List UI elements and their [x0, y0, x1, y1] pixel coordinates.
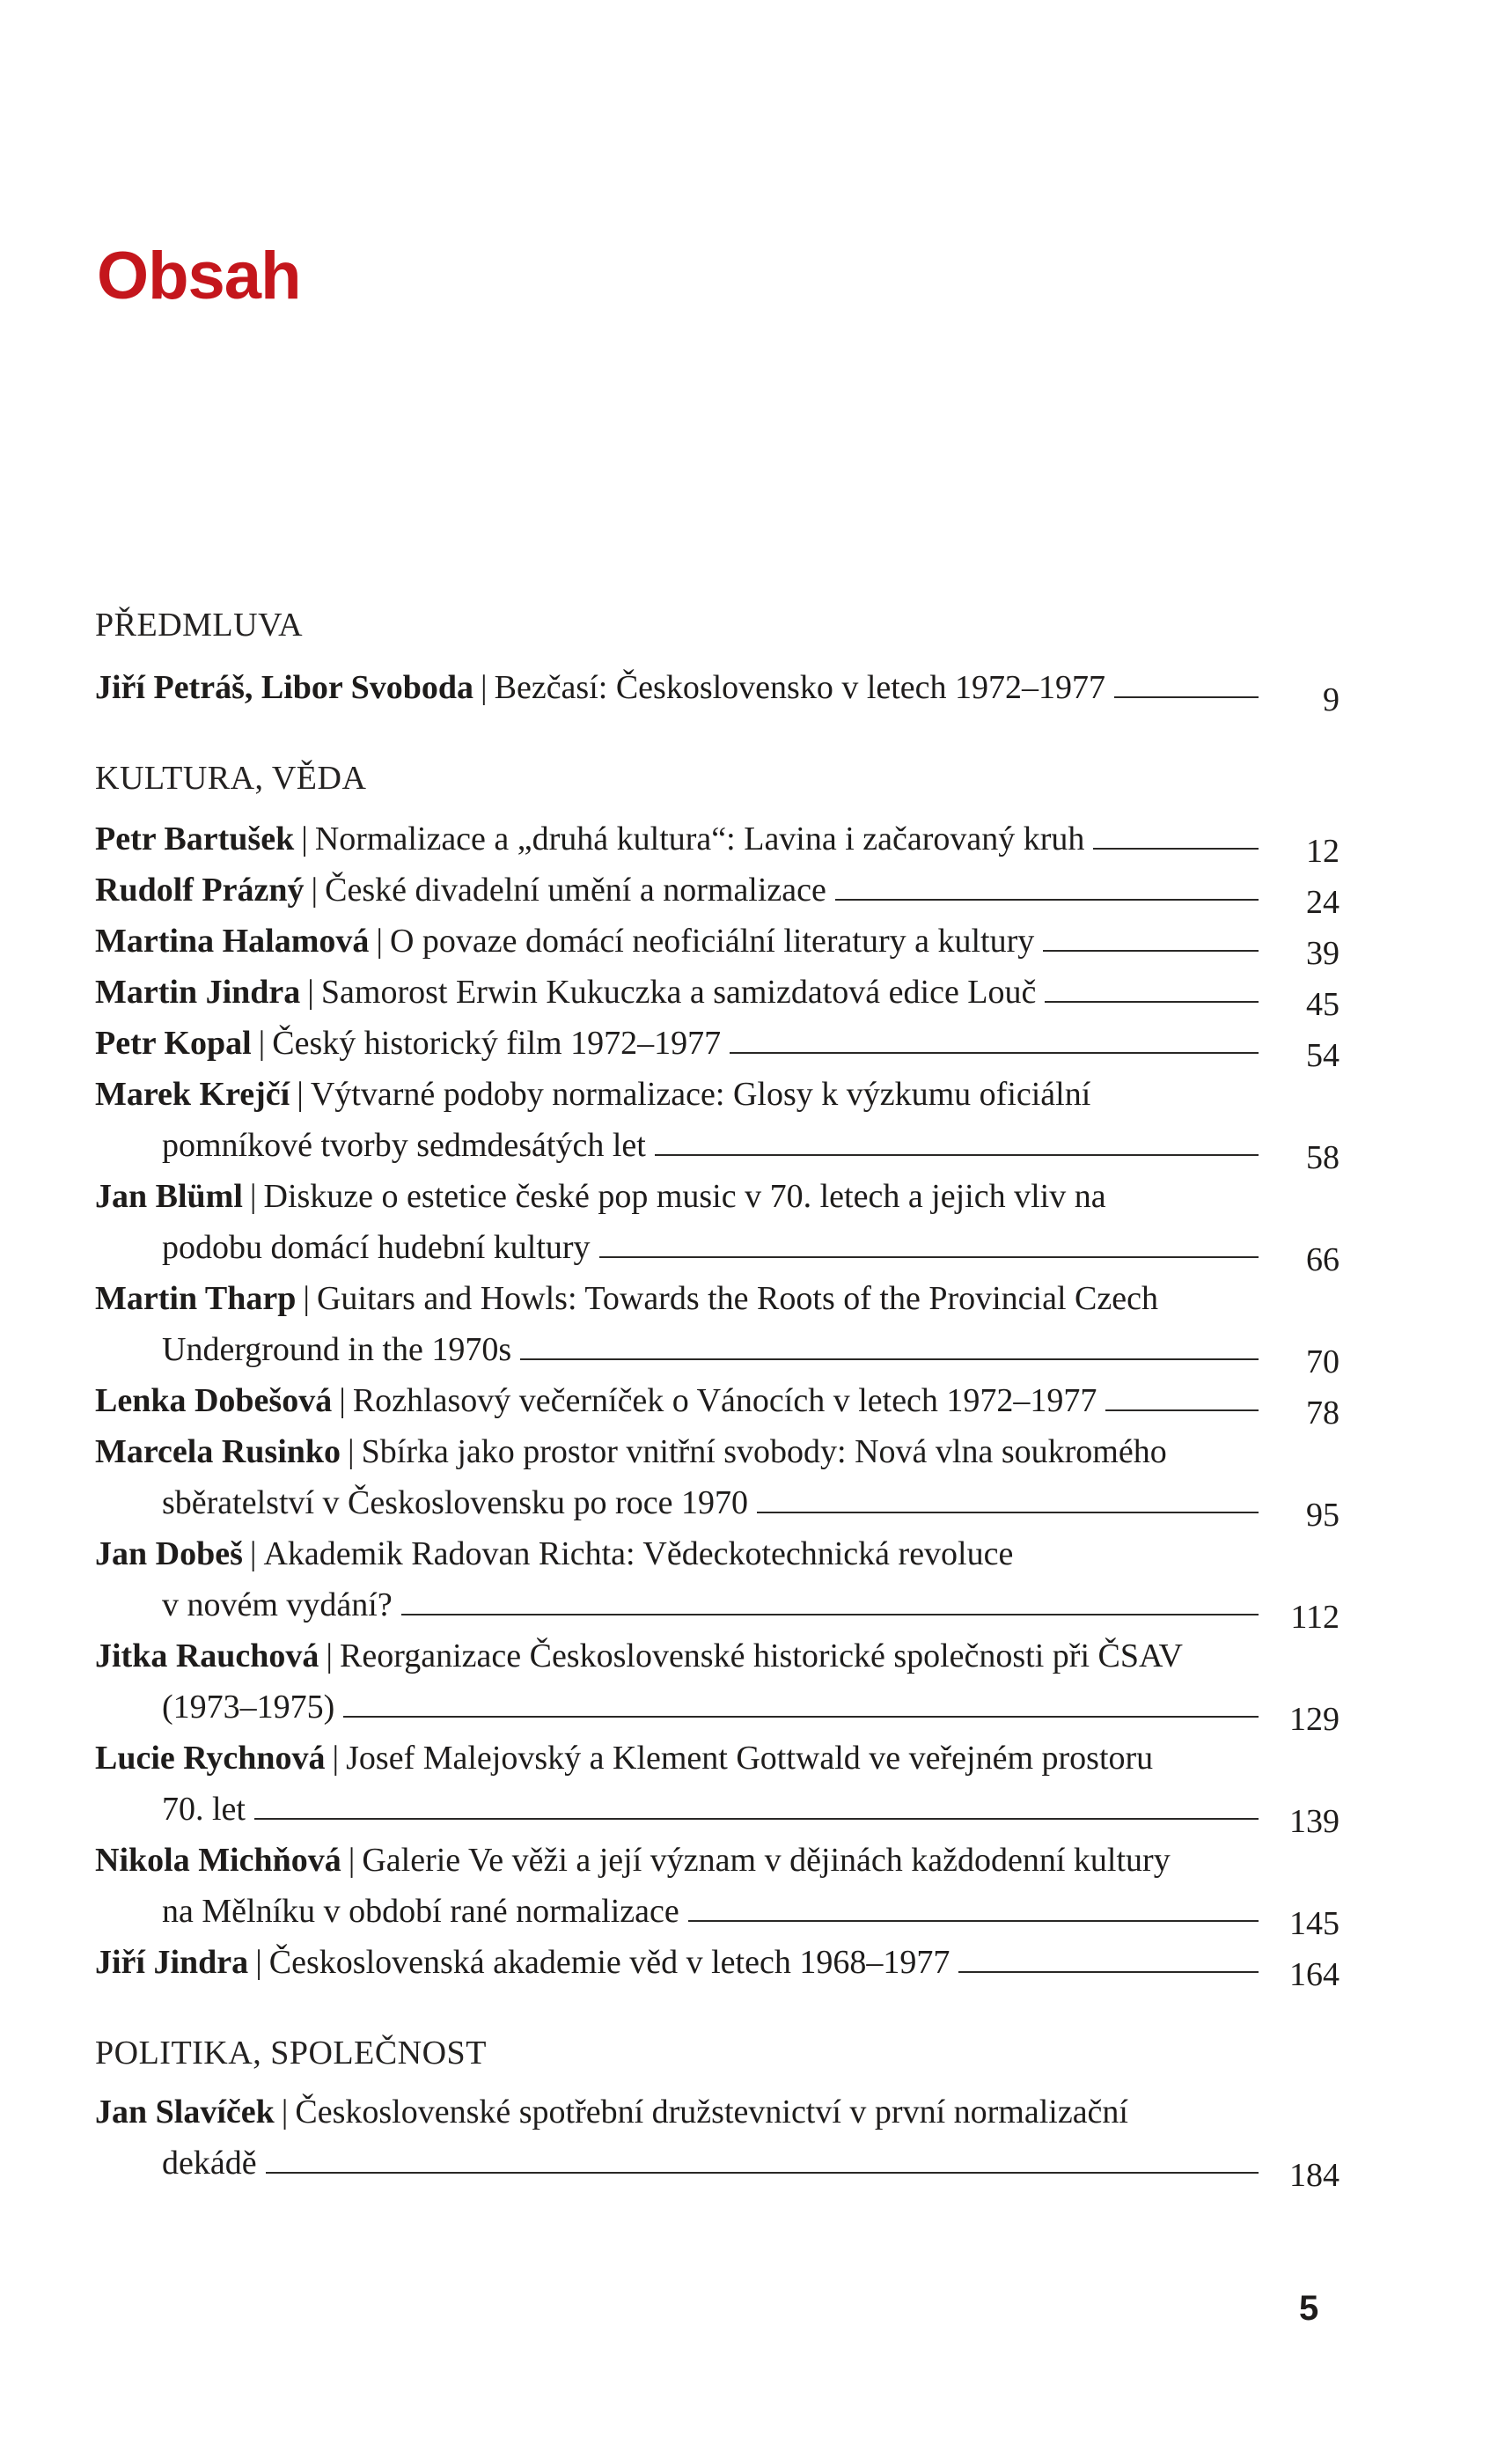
toc-entry: Jiří Jindra | Československá akademie věd v letech 1968–1977 164 [95, 1937, 1340, 1988]
entry-page: 24 [1306, 884, 1340, 921]
dot-leader [266, 2160, 1259, 2174]
entry-page: 70 [1306, 1343, 1340, 1380]
entry-title-continued: na Mělníku v období rané normalizace [162, 1893, 679, 1930]
toc-entry: Martin Tharp | Guitars and Howls: Towards the Roots of the Provincial Czech Underground in the 1970s 70 [95, 1273, 1340, 1375]
toc-entry: Marcela Rusinko | Sbírka jako prostor vnitřní svobody: Nová vlna soukromého sběratelství v Československu po roce 1970 95 [95, 1426, 1340, 1528]
dot-leader [1114, 684, 1259, 698]
page-number: 5 [1299, 2289, 1319, 2328]
entry-page: 39 [1306, 935, 1340, 972]
toc-entry: Jan Slavíček | Československé spotřební družstevnictví v první normalizační dekádě 184 [95, 2086, 1340, 2189]
toc-entry: Petr Kopal | Český historický film 1972–1977 54 [95, 1018, 1340, 1069]
entry-page: 129 [1289, 1701, 1340, 1738]
dot-leader [757, 1499, 1259, 1513]
section-heading: KULTURA, VĚDA [95, 760, 367, 797]
entry-page: 139 [1289, 1803, 1340, 1840]
entry-title: Výtvarné podoby normalizace: Glosy k výzkumu oficiální [310, 1076, 1091, 1113]
entry-author: Martin Jindra [95, 974, 301, 1011]
dot-leader [1093, 835, 1259, 850]
toc-entry: Martina Halamová | O povaze domácí neoficiální literatury a kultury 39 [95, 916, 1340, 967]
dot-leader [835, 887, 1259, 901]
toc-entry: Petr Bartušek | Normalizace a „druhá kultura“: Lavina i začarovaný kruh 12 [95, 813, 1340, 865]
entry-title-continued: sběratelství v Československu po roce 1970 [162, 1484, 748, 1521]
entry-page: 58 [1306, 1139, 1340, 1176]
entry-title: Český historický film 1972–1977 [272, 1025, 722, 1062]
entry-page: 12 [1306, 833, 1340, 870]
toc-entry: Lucie Rychnová | Josef Malejovský a Klement Gottwald ve veřejném prostoru 70. let 139 [95, 1733, 1340, 1835]
dot-leader [520, 1346, 1259, 1360]
entry-author: Lucie Rychnová [95, 1740, 326, 1777]
entry-title-continued: dekádě [162, 2145, 257, 2182]
entry-page: 9 [1323, 681, 1340, 718]
entry-title-continued: (1973–1975) [162, 1689, 335, 1726]
entry-author: Petr Bartušek [95, 821, 295, 857]
entry-title-continued: v novém vydání? [162, 1586, 393, 1623]
dot-leader [401, 1601, 1259, 1615]
dot-leader [599, 1244, 1259, 1258]
page-title: Obsah [97, 239, 301, 313]
entry-page: 145 [1289, 1905, 1340, 1942]
dot-leader [343, 1704, 1259, 1718]
entry-author: Jiří Jindra [95, 1944, 249, 1981]
entry-title: Reorganizace Československé historické společnosti při ČSAV [340, 1637, 1183, 1674]
entry-page: 164 [1289, 1956, 1340, 1993]
dot-leader [730, 1040, 1259, 1054]
entry-title-continued: podobu domácí hudební kultury [162, 1229, 591, 1266]
entry-title-continued: pomníkové tvorby sedmdesátých let [162, 1127, 646, 1164]
toc-entry: Jan Dobeš | Akademik Radovan Richta: Vědeckotechnická revoluce v novém vydání? 112 [95, 1528, 1340, 1630]
entry-author: Jan Blüml [95, 1178, 243, 1215]
entry-title: O povaze domácí neoficiální literatury a kultury [389, 923, 1035, 960]
entry-page: 54 [1306, 1037, 1340, 1074]
entry-title: Galerie Ve věži a její význam v dějinách každodenní kultury [362, 1842, 1171, 1879]
entry-title: Josef Malejovský a Klement Gottwald ve veřejném prostoru [346, 1740, 1154, 1777]
entry-title: Sbírka jako prostor vnitřní svobody: Nová vlna soukromého [361, 1433, 1167, 1470]
entry-title: Samorost Erwin Kukuczka a samizdatová edice Louč [320, 974, 1037, 1011]
section-heading: PŘEDMLUVA [95, 607, 304, 644]
dot-leader [1045, 989, 1259, 1003]
section-heading: POLITIKA, SPOLEČNOST [95, 2035, 487, 2072]
entry-page: 45 [1306, 986, 1340, 1023]
entry-title: Normalizace a „druhá kultura“: Lavina i začarovaný kruh [314, 821, 1085, 857]
toc-entry: Jan Blüml | Diskuze o estetice české pop music v 70. letech a jejich vliv na podobu domácí hudební kultury 66 [95, 1171, 1340, 1273]
toc-entry: Jiří Petráš, Libor Svoboda | Bezčasí: Československo v letech 1972–1977 9 [95, 662, 1340, 713]
toc-entry: Martin Jindra | Samorost Erwin Kukuczka a samizdatová edice Louč 45 [95, 967, 1340, 1018]
entry-title: Diskuze o estetice české pop music v 70. letech a jejich vliv na [263, 1178, 1106, 1215]
entry-author: Rudolf Prázný [95, 872, 305, 909]
entry-page: 95 [1306, 1497, 1340, 1534]
entry-title: Bezčasí: Československo v letech 1972–1977 [494, 669, 1106, 706]
entry-author: Lenka Dobešová [95, 1382, 333, 1419]
entry-author: Jan Dobeš [95, 1535, 243, 1572]
dot-leader [958, 1959, 1259, 1973]
entry-page: 184 [1289, 2157, 1340, 2194]
entry-author: Jiří Petráš, Libor Svoboda [95, 669, 473, 706]
dot-leader [688, 1908, 1259, 1922]
toc-entry: Rudolf Prázný | České divadelní umění a normalizace 24 [95, 865, 1340, 916]
toc-entry: Jitka Rauchová | Reorganizace Československé historické společnosti při ČSAV (1973–1975) 129 [95, 1630, 1340, 1733]
entry-title-continued: Underground in the 1970s [162, 1331, 512, 1368]
dot-leader [655, 1142, 1259, 1156]
entry-title: České divadelní umění a normalizace [325, 872, 826, 909]
toc-entry: Marek Krejčí | Výtvarné podoby normalizace: Glosy k výzkumu oficiální pomníkové tvorby sedmdesátých let 58 [95, 1069, 1340, 1171]
dot-leader [1105, 1397, 1259, 1411]
entry-author: Jan Slavíček [95, 2094, 275, 2131]
entry-author: Martina Halamová [95, 923, 370, 960]
entry-page: 78 [1306, 1395, 1340, 1431]
toc-entry: Lenka Dobešová | Rozhlasový večerníček o Vánocích v letech 1972–1977 78 [95, 1375, 1340, 1426]
entry-title: Československé spotřební družstevnictví v první normalizační [295, 2094, 1128, 2131]
entry-author: Nikola Michňová [95, 1842, 341, 1879]
entry-title: Guitars and Howls: Towards the Roots of the Provincial Czech [316, 1280, 1158, 1317]
entry-author: Jitka Rauchová [95, 1637, 319, 1674]
entry-title: Československá akademie věd v letech 1968–1977 [268, 1944, 951, 1981]
dot-leader [254, 1806, 1259, 1820]
entry-author: Petr Kopal [95, 1025, 252, 1062]
dot-leader [1043, 938, 1259, 952]
entry-title-continued: 70. let [162, 1791, 246, 1828]
entry-title: Rozhlasový večerníček o Vánocích v letech 1972–1977 [352, 1382, 1097, 1419]
entry-author: Marcela Rusinko [95, 1433, 341, 1470]
toc-entry: Nikola Michňová | Galerie Ve věži a její význam v dějinách každodenní kultury na Mělníku v období rané normalizace 145 [95, 1835, 1340, 1937]
entry-author: Martin Tharp [95, 1280, 297, 1317]
entry-page: 112 [1290, 1599, 1340, 1636]
entry-author: Marek Krejčí [95, 1076, 290, 1113]
entry-page: 66 [1306, 1241, 1340, 1278]
entry-title: Akademik Radovan Richta: Vědeckotechnická revoluce [263, 1535, 1014, 1572]
